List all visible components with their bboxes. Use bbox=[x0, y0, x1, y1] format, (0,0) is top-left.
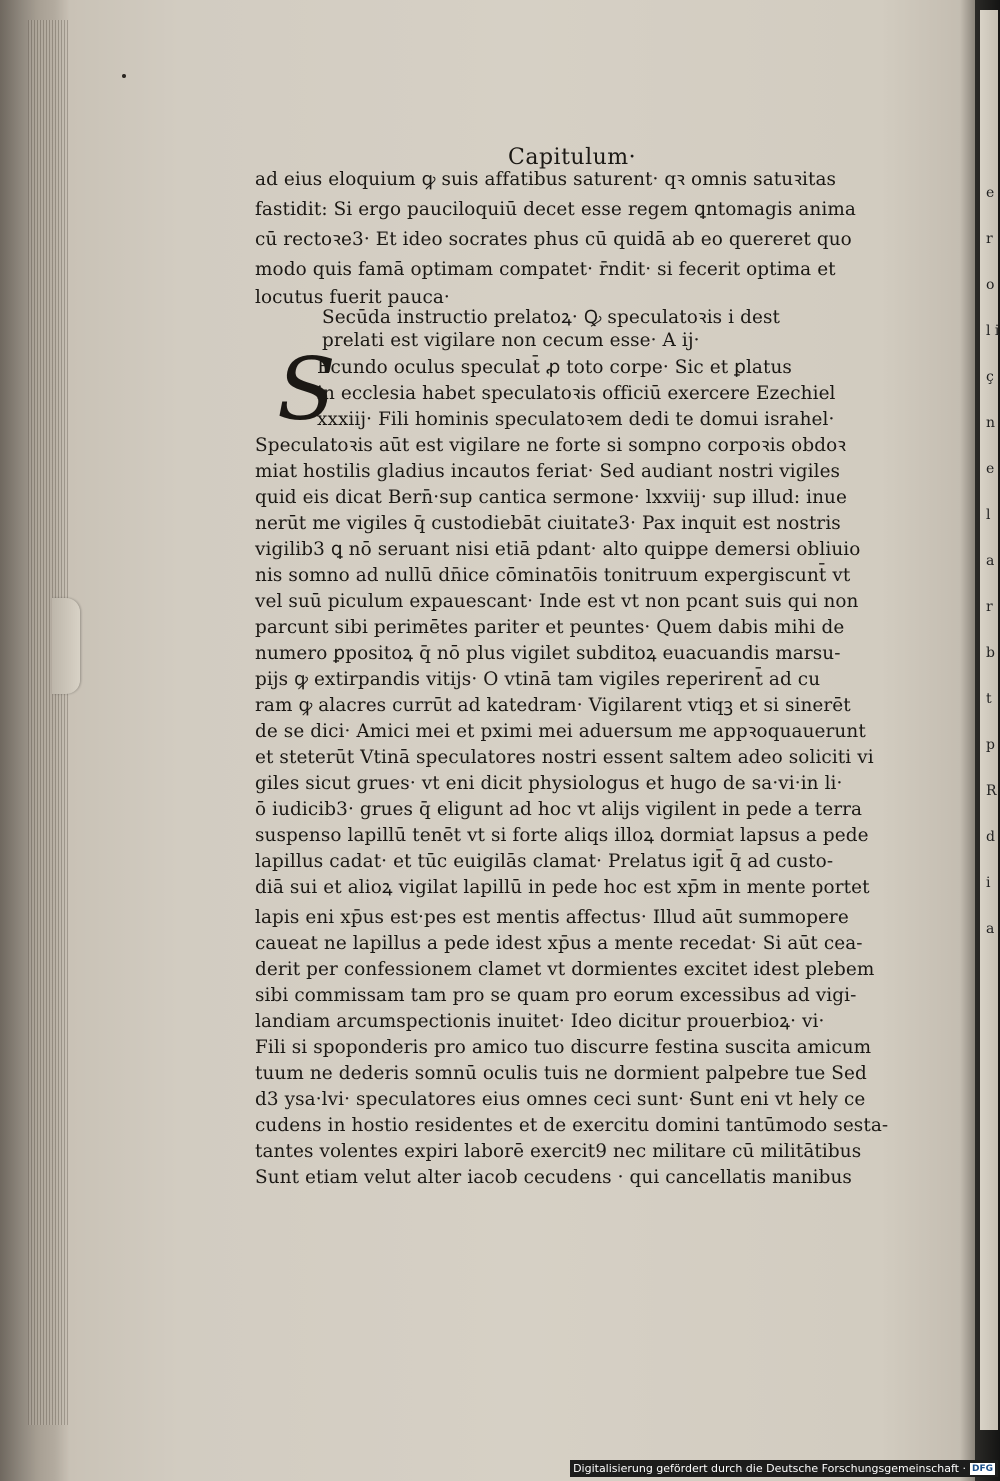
text-line: de se dici· Amici mei et pximi mei aduersum me appꝛoquauerunt bbox=[255, 721, 866, 742]
text-line: cudens in hostio residentes et de exercitu domini tantūmodo sesta- bbox=[255, 1115, 889, 1136]
text-line: derit per confessionem clamet vt dormientes excitet idest plebem bbox=[255, 959, 875, 980]
text-line: diā sui et alioꝝ vigilat lapillū in pede hoc est xp̄m in mente portet bbox=[255, 877, 870, 898]
text-line: vigilib3 ꝗ nō seruant nisi etiā pdant· alto quippe demersi obliuio bbox=[255, 539, 861, 560]
text-line: landiam arcumspectionis inuitet· Ideo dicitur prouerbioꝝ· vi· bbox=[255, 1011, 825, 1032]
text-line: et steterūt Vtinā speculatores nostri essent saltem adeo soliciti vi bbox=[255, 747, 874, 768]
section-heading-line: prelati est vigilare non cecum esse· A ij· bbox=[322, 330, 700, 351]
text-line: xxxiij· Fili hominis speculatoꝛem dedi te domui israhel· bbox=[317, 409, 835, 430]
text-line: locutus fuerit pauca· bbox=[255, 287, 450, 308]
text-line: quid eis dicat Bern̄·sup cantica sermone· lxxviij· sup illud: inue bbox=[255, 487, 847, 508]
text-line: cū rectoꝛe3· Et ideo socrates phus cū quidā ab eo quereret quo bbox=[255, 229, 852, 250]
dfg-logo: DFG bbox=[971, 1463, 993, 1474]
text-line: Sunt etiam velut alter iacob cecudens · qui cancellatis manibus bbox=[255, 1167, 852, 1188]
text-line: ō iudicib3· grues q̄ eligunt ad hoc vt alijs vigilent in pede a terra bbox=[255, 799, 863, 820]
text-line: in ecclesia habet speculatoꝛis officiū exercere Ezechiel bbox=[317, 383, 836, 404]
running-head: Capitulum· bbox=[508, 145, 637, 170]
digitization-footer bbox=[570, 1460, 998, 1477]
page-edges bbox=[28, 20, 70, 1425]
text-line: suspenso lapillū tenēt vt si forte aliqs illoꝝ dormiat lapsus a pede bbox=[255, 825, 869, 846]
text-line: modo quis famā optimam compatet· r̄ndit· si fecerit optima et bbox=[255, 259, 836, 280]
footer-text: Digitalisierung gefördert durch die Deutsche Forschungsgemeinschaft · bbox=[573, 1462, 966, 1475]
text-block-continued bbox=[255, 905, 915, 1475]
text-line: tantes volentes expiri laborē exercit9 nec militare cū militātibus bbox=[255, 1141, 862, 1162]
text-line: caueat ne lapillus a pede idest xp̄us a mente recedat· Si aūt cea- bbox=[255, 933, 863, 954]
text-line: numero ꝑpositoꝝ q̄ nō plus vigilet subditoꝝ euacuandis marsu- bbox=[255, 643, 841, 664]
text-line: pijs ꝙ extirpandis vitijs· O vtinā tam vigiles reperirent̄ ad cu bbox=[255, 669, 821, 690]
text-line: giles sicut grues· vt eni dicit physiologus et hugo de sa·vi·in li· bbox=[255, 773, 843, 794]
text-line: vel suū piculum expauescant· Inde est vt non pcant suis qui non bbox=[255, 591, 859, 612]
drop-cap: S bbox=[277, 340, 336, 440]
text-line: miat hostilis gladius incautos feriat· Sed audiant nostri vigiles bbox=[255, 461, 841, 482]
section-heading-line: Secūda instructio prelatoꝝ· Ꝙ speculatoꝛis i dest bbox=[322, 307, 780, 328]
text-line: lapis eni xp̄us est·pes est mentis affectus· Illud aūt summopere bbox=[255, 907, 849, 928]
text-line: ad eius eloquium ꝙ suis affatibus saturent· qꝛ omnis satuꝛitas bbox=[255, 169, 837, 190]
text-line: fastidit: Si ergo pauciloquiū decet esse regem ꝗntomagis anima bbox=[255, 199, 856, 220]
ink-spot bbox=[122, 74, 126, 78]
text-line: Fili si spoponderis pro amico tuo discurre festina suscita amicum bbox=[255, 1037, 872, 1058]
text-line: Ecundo oculus speculat̄ ꝓ toto corpe· Sic et ꝑlatus bbox=[317, 357, 792, 378]
text-line: ram ꝙ alacres currūt ad katedram· Vigilarent vtiqꝫ et si sinerēt bbox=[255, 695, 851, 716]
text-block bbox=[255, 145, 915, 905]
text-line: lapillus cadat· et tūc euigilās clamat· Prelatus igit̄ q̄ ad custo- bbox=[255, 851, 834, 872]
text-line: sibi commissam tam pro se quam pro eorum excessibus ad vigi- bbox=[255, 985, 857, 1006]
bookmark-tab bbox=[52, 598, 80, 694]
text-line: tuum ne dederis somnū oculis tuis ne dormient palpebre tue Sed bbox=[255, 1063, 867, 1084]
text-line: Speculatoꝛis aūt est vigilare ne forte si sompno corpoꝛis obdoꝛ bbox=[255, 435, 847, 456]
text-line: parcunt sibi perimētes pariter et peuntes· Quem dabis mihi de bbox=[255, 617, 845, 638]
facing-page-letters: e r o l i ç n e l a r b t p R d i a bbox=[986, 185, 1000, 937]
text-line: d3 ysa·lvi· speculatores eius omnes ceci sunt· Sunt eni vt hely ce bbox=[255, 1089, 866, 1110]
text-line: nis somno ad nullū dn̄ice cōminatōis tonitruum expergiscunt̄ vt bbox=[255, 565, 851, 586]
text-line: nerūt me vigiles q̄ custodiebāt ciuitate3· Pax inquit est nostris bbox=[255, 513, 841, 534]
